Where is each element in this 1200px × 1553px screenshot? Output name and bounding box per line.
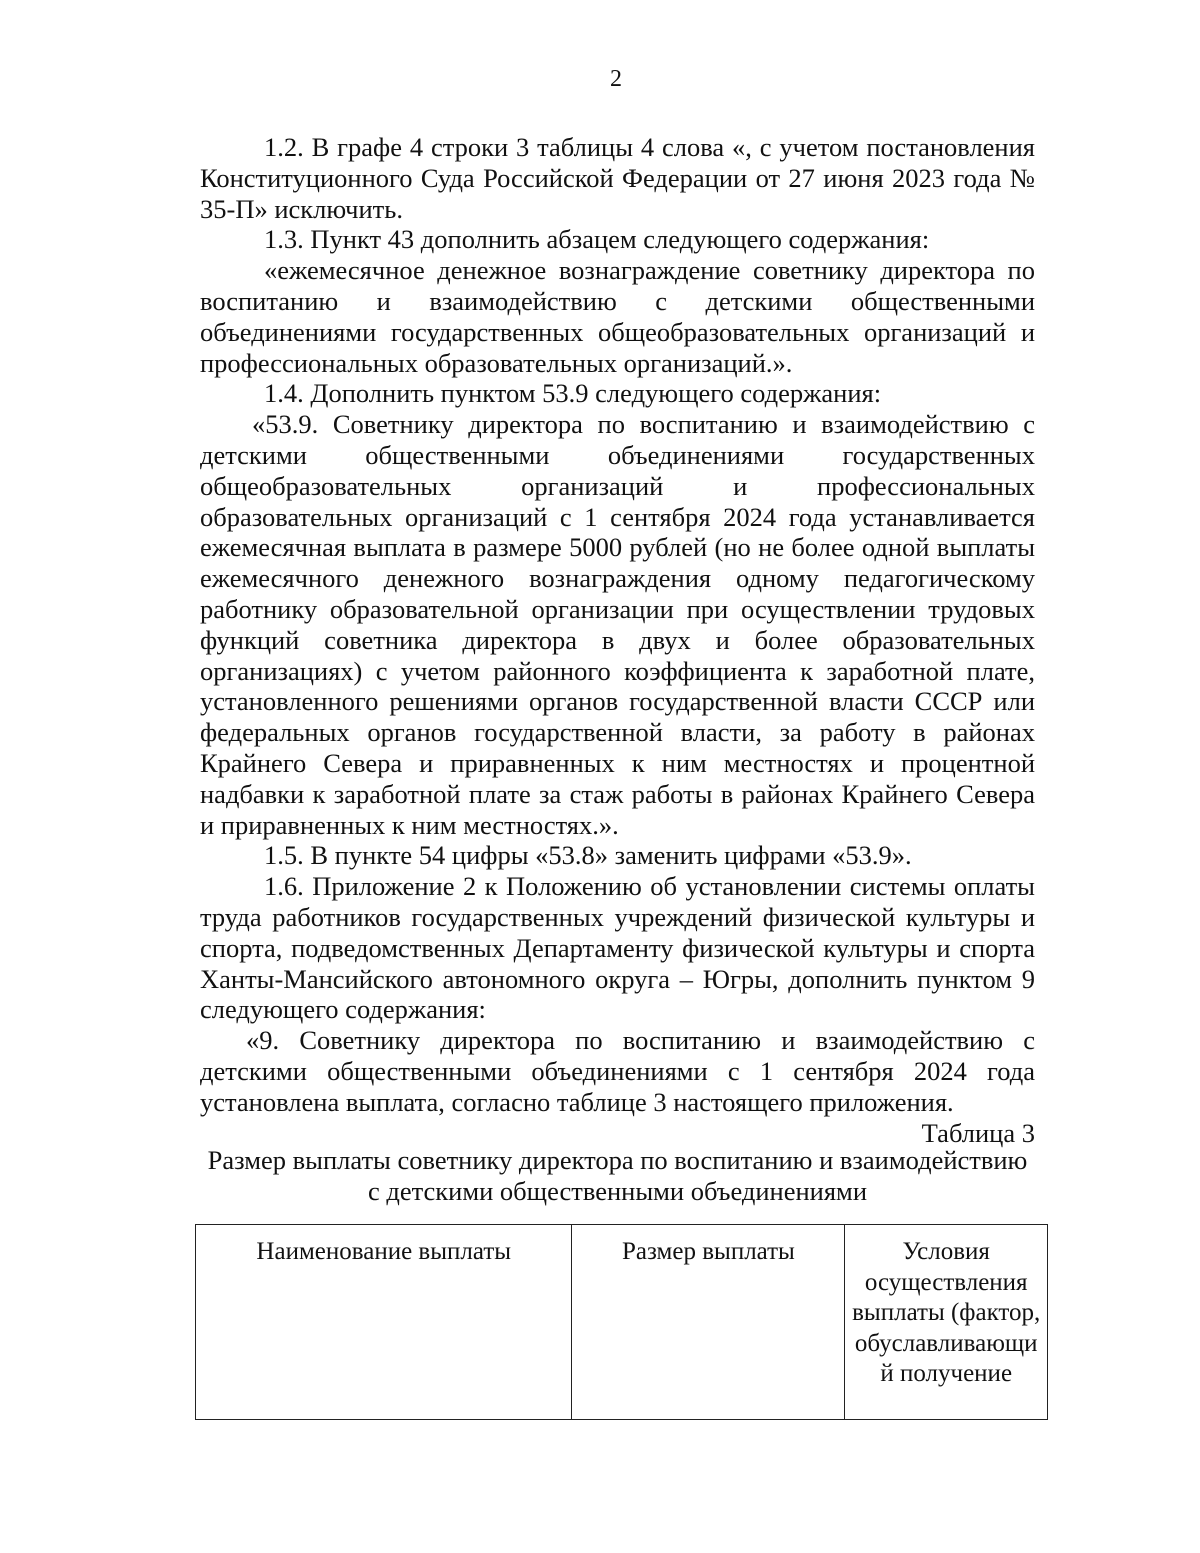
paragraph-1-4: 1.4. Дополнить пунктом 53.9 следующего содержания: <box>264 378 882 409</box>
document-body <box>200 132 1035 1148</box>
paragraph-1-3-quote: «ежемесячное денежное вознаграждение советнику директора по воспитанию и взаимодействию с детскими общественными объединениями государственных общеобразовательных организаций и профессиональных образовательных организаций.». <box>200 255 1035 378</box>
header-payment-conditions: Условия осуществления выплаты (фактор, обуславливающи й получение <box>845 1225 1048 1420</box>
header-payment-name: Наименование выплаты <box>196 1225 572 1420</box>
paragraph-1-2: 1.2. В графе 4 строки 3 таблицы 4 слова «, с учетом постановления Конституционного Суда Российской Федерации от 27 июня 2023 года № 35-П» исключить. <box>200 132 1035 224</box>
paragraph-1-6-quote: «9. Советнику директора по воспитанию и взаимодействию с детскими общественными объединениями с 1 сентября 2024 года установлена выплата, согласно таблице 3 настоящего приложения. <box>200 1025 1035 1117</box>
table-title <box>195 1145 1040 1206</box>
payment-table <box>195 1224 1048 1420</box>
table-title-line-1: Размер выплаты советнику директора по воспитанию и взаимодействию <box>207 1145 1028 1175</box>
paragraph-1-5: 1.5. В пункте 54 цифры «53.8» заменить цифрами «53.9». <box>264 840 912 871</box>
paragraph-1-3: 1.3. Пункт 43 дополнить абзацем следующего содержания: <box>264 224 930 255</box>
table-title-line-2: с детскими общественными объединениями <box>368 1175 867 1206</box>
paragraph-1-4-quote: «53.9. Советнику директора по воспитанию и взаимодействию с детскими общественными объединениями государственных общеобразовательных организаций и профессиональных образовательных организаций с 1 сентября 2024 года устанавливается ежемесячная выплата в размере 5000 рублей (но не более одной выплаты ежемесячного денежного вознаграждения одному педагогическому работнику образовательной организации при осуществлении трудовых функций советника директора в двух и более образовательных организациях) с учетом районного коэффициента к заработной плате, установленного решениями органов государственной власти СССР или федеральных органов государственной власти, за работу в районах Крайнего Севера и приравненных к ним местностях и процентной надбавки к заработной плате за стаж работы в районах Крайнего Севера и приравненных к ним местностях.». <box>200 409 1035 840</box>
table-header-row <box>196 1225 1048 1420</box>
header-payment-amount: Размер выплаты <box>572 1225 845 1420</box>
paragraph-1-6: 1.6. Приложение 2 к Положению об установлении системы оплаты труда работников государственных учреждений физической культуры и спорта, подведомственных Департаменту физической культуры и спорта Ханты-Мансийского автономного округа – Югры, дополнить пунктом 9 следующего содержания: <box>200 871 1035 1025</box>
page-number: 2 <box>610 66 622 92</box>
table-reference: Таблица 3 <box>921 1117 1035 1148</box>
